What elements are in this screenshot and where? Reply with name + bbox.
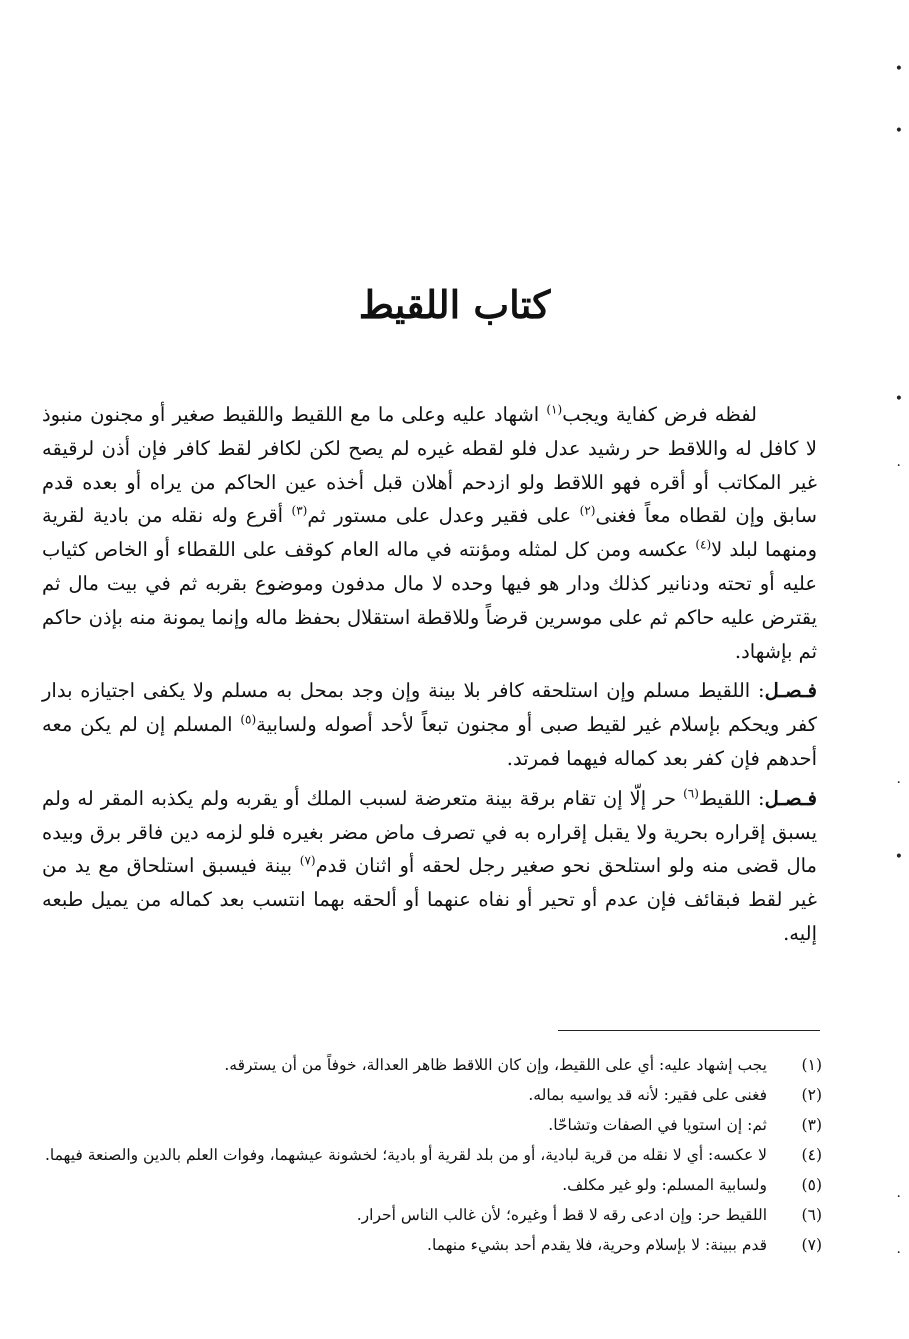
text-run: على فقير وعدل على مستور ثم	[307, 504, 580, 528]
footnote-text: اللقيط حر: وإن ادعى رقه لا قط أ وغيره؛ لأن غالب الناس أحرار.	[356, 1206, 767, 1224]
scan-speck: ·	[896, 1245, 901, 1261]
text-run: لفظه فرض كفاية ويجب	[562, 403, 758, 426]
footnote-number: (٦)	[801, 1206, 822, 1224]
scan-speck: •	[894, 61, 903, 77]
footnote-ref-3: (٣)	[291, 503, 308, 518]
footnote-text: لا عكسه: أي لا نقله من قرية لبادية، أو من بلد لقرية أو بادية؛ لخشونة عيشهما، وفوات العلم بالدين والصنعة فيهما.	[44, 1146, 767, 1164]
text-run: أقرع وله نقله من بادية لقرية ومنهما لبلد لا	[42, 504, 817, 562]
paragraph-1	[42, 398, 817, 668]
footnote-ref-7: (٧)	[299, 853, 316, 868]
section-label: فـصـل	[764, 786, 818, 810]
scan-speck: •	[894, 391, 903, 407]
footnote-text: ثم: إن استويا في الصفات وتشاحّا.	[548, 1116, 767, 1134]
footnote	[42, 1170, 822, 1200]
text-run: بينة فيسبق استلحاق مع يد من غير لقط فبقائف فإن عدم أو تحير أو نفاه عنهما أو ألحقه بهما انتسب بعد كماله من يميل طبعه إليه.	[42, 854, 817, 945]
footnote-number: (١)	[801, 1056, 822, 1074]
section-1	[42, 674, 817, 775]
section-label: فـصـل	[764, 679, 817, 703]
footnote-text: ولسابية المسلم: ولو غير مكلف.	[562, 1176, 767, 1194]
footnote	[42, 1110, 822, 1140]
footnote-ref-2: (٢)	[579, 503, 596, 518]
text-run: : اللقيط	[698, 786, 765, 810]
text-run: : اللقيط مسلم وإن استلحقه كافر بلا بينة وإن وجد بمحل به مسلم ولا يكفى اجتيازه بدار كفر ويحكم بإسلام غير لقيط صبى أو مجنون تبعاً لأحد أصوله ولسابية	[42, 679, 817, 737]
scan-speck: •	[894, 123, 903, 139]
scan-speck: ·	[896, 775, 901, 791]
footnote-number: (٤)	[801, 1146, 822, 1164]
footnote-text: فغنى على فقير: لأنه قد يواسيه بماله.	[528, 1086, 767, 1104]
footnote-divider	[558, 1030, 820, 1031]
section-2	[42, 782, 817, 951]
footnote	[42, 1050, 822, 1080]
footnote	[42, 1080, 822, 1110]
text-run: حر إلّا إن تقام برقة بينة متعرضة لسبب الملك أو يقربه ولم يكذبه المقر له ولم يسبق إقراره بحرية ولا يقبل إقراره به في تصرف ماض مضر بغيره فلو لزمه دين فاقر برق وبيده مال قضى منه ولو استلحق نحو صغير رجل لحقه أو اثنان قدم	[42, 786, 818, 878]
footnote-ref-4: (٤)	[695, 537, 712, 552]
scan-speck: •	[894, 849, 903, 865]
footnote-text: يجب إشهاد عليه: أي على اللقيط، وإن كان اللاقط ظاهر العدالة، خوفاً من أن يسترقه.	[224, 1056, 767, 1074]
footnote-text: قدم ببينة: لا بإسلام وحرية، فلا يقدم أحد بشيء منهما.	[427, 1236, 767, 1254]
footnote-ref-5: (٥)	[240, 712, 257, 727]
main-text	[42, 398, 817, 957]
scan-speck: ·	[896, 458, 901, 474]
footnote	[42, 1230, 822, 1260]
footnote-number: (٢)	[801, 1086, 822, 1104]
text-run: المسلم إن لم يكن معه أحدهم فإن كفر بعد كماله فيهما فمرتد.	[42, 713, 817, 770]
footnote-ref-1: (١)	[546, 402, 563, 417]
footnotes	[42, 1050, 822, 1260]
footnote-number: (٧)	[801, 1236, 822, 1254]
scan-speck: ·	[896, 1189, 901, 1205]
page-title: كتاب اللقيط	[358, 282, 551, 327]
footnote-number: (٣)	[801, 1116, 822, 1134]
text-run: عكسه ومن كل لمثله ومؤنته في ماله العام كوقف على اللقطاء أو الخاص كثياب عليه أو تحته ودنانير كذلك ودار هو فيها وحده لا مال مدفون وموضوع بقربه ثم في بيت مال ثم يقترض عليه حاكم ثم على موسرين قرضاً وللاقطة استقلال بحفظ ماله وإنما يمونة منه بإذن حاكم ثم بإشهاد.	[42, 538, 817, 663]
footnote	[42, 1200, 822, 1230]
footnote-ref-6: (٦)	[683, 786, 699, 801]
footnote-number: (٥)	[801, 1176, 822, 1194]
footnote	[42, 1140, 822, 1170]
text-run: اشهاد عليه وعلى ما مع اللقيط واللقيط صغير أو مجنون منبوذ لا كافل له واللاقط حر رشيد عدل فلو لقطه غيره لم يصح لكن لكافر لقط كافر فإن أذن لرقيقه غير المكاتب أو أقره فهو اللاقط ولو ازدحم أهلان قبل أخذه عين الحاكم من يراه أو بعده قدم سابق وإن لقطاه معاً فغنى	[42, 403, 817, 528]
